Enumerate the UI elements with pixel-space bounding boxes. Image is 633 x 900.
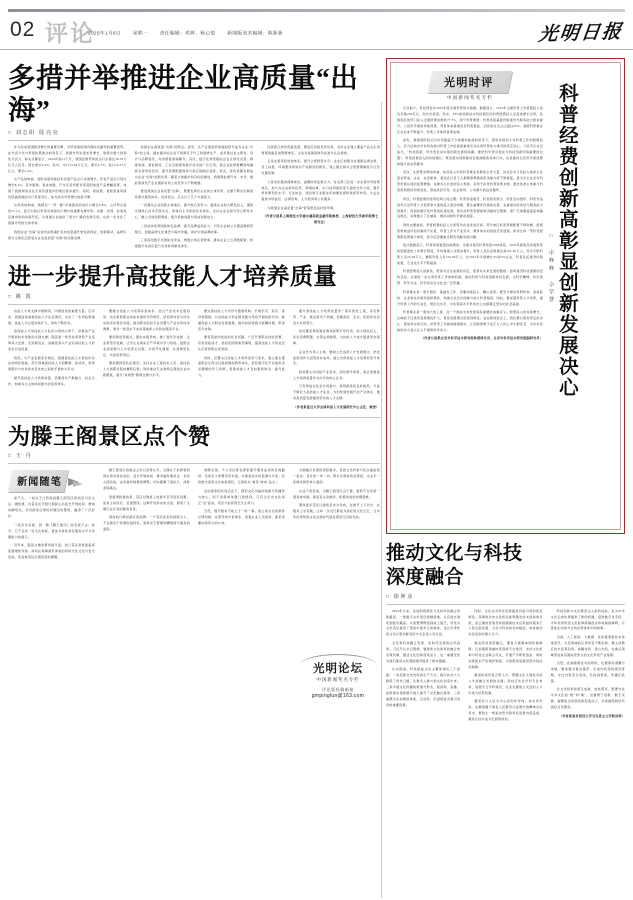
paragraph: 提升高技能人才培养质量，需要深化产教融合、校企合作，构建多元主体协同参与的培养体系。 <box>8 375 95 386</box>
column-logo-label: 光明时评 <box>444 77 494 89</box>
paragraph: 我国企业“出海”呈现出由规模扩张向质量提升转变的特征，创新驱动、品牌引领与全球化运营成为企业高质量“出海”的关键支撑。 <box>8 229 127 240</box>
paragraph: 科普事业是一项长期性、基础性工作，需要持续投入、精心培育。要充分调动科研机构、高等院校、企业和社会组织的积极性，构建全社会共同参与的大科普格局。同时，要加强科普人才培养，提升科普工作的专业化、规范化水平，为实现高水平科技自立自强奠定坚实的社会基础。 <box>397 289 543 306</box>
article-third <box>8 417 380 563</box>
divider <box>8 256 380 257</box>
paragraph: 二是加快培育国际知名品牌，提升品牌溢价能力。引导企业树立长期品牌经营理念，加强品牌文化建设与海外传播，讲好中国品牌故事。 <box>134 223 254 234</box>
paragraph: 更值得称道的是，景区对网络上的批评意见没有回避，而是主动回应、迅速整改。这种开放务实的态度，展现了文旅行业应有的服务自觉。 <box>103 494 190 511</box>
paragraph: 首先，我国现阶段运行仍然面临不少困难和挑战的背景下，国家持续加大对科普工作的经费投入，充分反映出中央和各地对科普工作的高度重视及对完善科普能力建设的坚定决心。习近平总书记指出，“科技创新、科学普及是实现创新发展的两翼，要把科学普及放在与科技创新同等重要的位置”。科普经费投入的持续增长，既是落实创新驱动发展战略的具体行动，也是推动全民科学素质整体提升的必然要求。 <box>397 138 543 166</box>
section-title: 评论 <box>45 21 95 46</box>
text-column <box>103 309 190 413</box>
forum-mail-address[interactable]: gmpinglun@163.com <box>311 693 365 699</box>
flag-icon <box>68 477 84 488</box>
forum-mail-label: 评论版投稿邮箱 <box>321 687 355 692</box>
article-columns <box>8 468 380 563</box>
paragraph: 四是践行绿色低碳发展，塑造可持续竞争优势。支持企业建立覆盖产品全生命周期的碳足迹管理体系，主动对接国际绿色标准与认证规则。 <box>261 144 381 155</box>
paragraph: 同时，文化也为科技发展提供价值引领和创意源泉。深厚的历史文化积淀能够激发技术创新的灵感，而正确的价值导向则确保技术应用始终服务于人的全面发展。文化与科技的双向赋能，构成推动社会进步的强大合力。 <box>468 608 543 637</box>
author-attribution: （作者系南京财经大学马克思主义学院讲师） <box>559 713 625 718</box>
paragraph: 科普经费投入创新高，既是对过往成绩的肯定，更是对未来发展的激励。面向建设科技强国的宏伟目标，必须进一步完善科普工作体制机制，推动科普与科技创新协同发展，让科学精神、科学思想、科学方法、科学知识在全社会广泛传播。 <box>397 269 543 286</box>
column-divider <box>381 102 382 898</box>
byline-mark: □ <box>386 593 391 600</box>
paragraph: 滕王阁景区的做法之所以获得认可，关键在于把游客的真实需求放在首位。延长开放时间、增设临时服务点、优化入园动线，这些看似细微的调整，切实缓解了排队久、体验差等痛点。 <box>103 468 190 491</box>
forum-logo-subtitle: 中国新闻奖名专栏 <box>316 677 360 682</box>
news-essay-badge-wrap <box>8 468 95 496</box>
vertical-title-wrap <box>548 69 614 525</box>
paragraph: 元旦前夕，科技部发布2023年度全国科普统计数据。数据显示，2023年全国科普工作经费投入首次突破200亿元，创历史新高。其中，43%的高新技术科技园区的科普经费投入呈高速增长态势，各级政府的部门投入全国经费来源的77.7%，同个科普渠道、科普场馆基础设施建设与服务能力稳步提升，公民科学素质持续改善，科普体验基建设及科普展品、活动的支出占比超过65%。我国科普事业正在迎来不断提升、科普工作取得显著成效。 <box>397 106 543 134</box>
paragraph: 要加快培育复合型人才。既懂文化又通技术的人才是融合发展的关键。高校应优化学科专业布局，加强交叉学科建设，企业也要建立灵活的人才引进与培养机制。 <box>468 673 543 695</box>
divider <box>8 304 380 305</box>
paragraph: 要创新培养模式，强化实践导向。推广现代学徒制、企业新型学徒制，让学生在真实生产环境中学习技能。鼓励企业深度参与人才培养全过程，共同开发课程、共建师资队伍、共担培养责任。 <box>103 335 190 358</box>
article-headline <box>386 542 625 591</box>
article-columns <box>8 309 380 413</box>
paragraph: 放眼全国，不少景区都在探索提升服务品质的有效路径。有的引入智慧导览系统，实现客流实时监测与分流；有的推出深度文化体验项目，让游客从“看景”转向“品文”。 <box>198 468 285 485</box>
paragraph: 这些探索的共同点在于，都把文化内涵的挖掘与传播作为核心，而不是简单依靠门票经济。只有让历史文化真正“活”起来，景区才能获得长久生命力。 <box>198 488 285 505</box>
paragraph: 同时，还要关注技能人才的终身学习需求。建立健全覆盖职业生涯全过程的继续教育体系，依托数字化平台提供灵活便捷的学习资源，帮助技能人才及时更新知识、提升能力。 <box>198 355 285 378</box>
paragraph: 企业作为用人主体，要树立长远的人才发展理念，把技能培训作为投资而非成本，建立内部技能人才培养和晋升体系。 <box>293 349 380 366</box>
text-column <box>8 309 95 413</box>
byline-author: 刘志阳 陆亮亮 <box>15 129 60 136</box>
paragraph: 统计数据显示，科普场馆数量持续增加，全国共建有科普场馆2000余座，2023年新建及改建科普场馆数量较上年增长明显，年均参观人次稳步提升。科普人员队伍规模达到181.65万人，其中专职科普人员24.69万人，兼职科普人员156.96万人，比2023年分别增长2%和3%左右，科普队伍建设持续加强，专业化水平不断提高。 <box>397 243 543 265</box>
issue-weekday: 星期一 <box>132 30 148 37</box>
text-column <box>8 468 95 563</box>
paragraph: 科普事业是一项伟大的工程，对一个国家未来发展具有重要的战略意义。经费投入的持续增长，反映的不仅是资金规模的扩大，更是发展理念的深刻转变。站在新的起点上，我们要以更加坚定的决心、更加务实的行动，把科普工作做深做细做实，让创新的种子在亿万人民心中生根发芽，为中华民族的伟大复兴注入不竭的科学动力。 <box>397 310 543 332</box>
masthead <box>0 0 633 50</box>
byline <box>8 452 380 459</box>
paragraph: 三是深化数字化智能化改造，增强全球运营效率。推动企业上云用数赋智，构建数字化供应链与全球协同制造体系。 <box>134 238 254 248</box>
paragraph: 要加强师资队伍建设。支持企业工程技术人员、高技能人才到职业院校兼职任教，同时推动专业教师定期到企业实践锻炼，提升“双师型”教师比例与水平。 <box>103 361 190 378</box>
divider <box>386 604 625 605</box>
headline-line-2: 深度融合 <box>386 567 465 589</box>
paragraph: 一是强化企业创新主体地位，提升核心竞争力。鼓励企业加大研发投入，围绕关键核心技术开展攻关，构建自主可控的技术体系。支持企业在海外设立研发中心，融入全球创新网络，提升原始创新与集成创新能力。 <box>134 203 254 220</box>
left-column-zone <box>8 54 380 563</box>
article-headline: 为滕王阁景区点个赞 <box>8 424 211 450</box>
text-column <box>386 609 460 726</box>
logo-plate <box>428 71 512 93</box>
paragraph: 要坚持以人民为中心的创作导向。技术再先进，也要落脚于满足人民群众日益增长的精神文化需求。要防止一味追求形式新奇而忽视内容品质，避免让技术成为空洞的炫技。 <box>468 699 543 722</box>
issue-art-editor: 新闻版美术编辑：陈新新 <box>227 30 284 37</box>
paragraph: 推进我国企业高质量“出海”，既要发挥好企业的主体作用，也要不断优化制度环境与服务体系。具体而言，应从以下几个方面着力。 <box>134 188 254 199</box>
page-title: 多措并举推进企业高质量“出海” <box>8 62 359 126</box>
headline-line-1: 推动文化与科技 <box>386 543 523 564</box>
guangming-commentary-logo <box>397 71 543 101</box>
text-column <box>293 309 380 413</box>
paragraph: 同时也要看到，科普经费的投入与使用仍存在改进空间。部分地区科普资源配置不够均衡，经费使用效益评估机制尚不完善，科普工作与产业需求、教育体系的衔接还需加强。如何让每一笔科普经费都发挥最大效用，是今后需要重点研究和解决的问题。 <box>397 222 543 239</box>
paragraph: 然而，与产业发展需求相比，我国高技能人才供给仍存在结构性短缺。部分领域高技能人才招聘难、流动快，培养周期长与市场需求变化快之间的矛盾较为突出。 <box>8 355 95 372</box>
page-body <box>0 50 633 900</box>
boxed-commentary-body <box>397 69 543 525</box>
byline-author: 申峥峥 佘学慧 <box>548 250 554 305</box>
text-column <box>293 468 380 563</box>
page-number: 02 <box>10 18 36 41</box>
paragraph: 院校要主动对接产业需求，深化教学改革，真正把提高人才培养质量作为办学的核心任务。 <box>293 369 380 380</box>
text-column <box>198 468 285 563</box>
forum-logo-inner <box>295 654 381 699</box>
guangming-forum-logo <box>292 650 384 704</box>
paragraph: 文旅融合发展的深层要求，是把文化传承与民生福祉统一起来。景区的一举一动，既关乎游客的获得感，也关乎一座城市的形象与温度。 <box>293 468 380 485</box>
divider <box>8 140 380 141</box>
paragraph: 作为拉动我国经济增长的重要引擎，外贸是联结国内国际双循环的重要纽带。在外需分化与贸易政策波动的背景下，我国外贸实现逆势增长，展现出强大的韧性与活力。海关总署显示，2024年前11个月，我国货物贸易进出口总值达39.79万亿元人民币，同比增长4.9%。其中，出口23.04万亿元，增长6.7%；进口16.75万亿元，增长2.4%。 <box>8 144 127 173</box>
paragraph: 当前，人工智能、大数据、区块链等新技术快速迭代，文化领域的应用场景不断拓展。要主动顺应技术变革趋势，前瞻布局、抢占先机，在重点领域形成具有国际竞争力的文化科技产业集群。 <box>550 634 625 657</box>
paragraph: 要健全技能人才培养标准体系。结合产业技术发展趋势，动态更新职业技能标准和评价规范，使培养内容与岗位实际需求紧密对接。推动职业院校专业设置与产业布局同步调整，建设一批高水平实训基地和公共技能服务平台。 <box>103 308 190 331</box>
paragraph: 前不久，一则关于江西南昌滕王阁景区的消息引发关注。据报道，该景区在节假日期间主动延长开放时间、增加讲解场次，并对游客反馈的问题及时整改，赢得了广泛好评。 <box>8 496 95 519</box>
text-column <box>103 468 190 563</box>
paragraph: 要完善技能人才评价与激励机制。打破学历、资历、身份等限制，以实际能力和业绩贡献为导向开展技能评价。畅通技能人才职业发展通道，推动技能等级与薪酬待遇、职务晋升挂钩。 <box>198 308 285 331</box>
paragraph: 政府要发挥统筹协调和政策引导作用，加大财政投入，优化资源配置，完善法规制度，为技能人才成长提供坚实保障。 <box>293 329 380 346</box>
paragraph: 当然，提升服务不能止于一时一事。建立常态化的游客反馈机制、完善考核评价体系、加强从业人员培训，都是需要持续用力的方向。 <box>198 509 285 525</box>
paragraph: 再次，科普经费的使用结构日趋合理。科普场馆建设、科普展览展示、科普活动组织、科普作品创作以及科普人才培养等方面的投入更加均衡，既注重硬件设施的完善，也重视内容供给与服务能力的提升。特别是数字化科普的快速发展，使优质科普资源能够突破时空限制，更广泛地覆盖基层和偏远地区，有效缩小了区域间、城乡间的科学素质差距。 <box>397 196 543 219</box>
author-attribution: （作者分别系上海财经大学滴水湖高级金融学院教授、上海财经大学商学院博士研究生） <box>262 214 379 225</box>
paragraph: 从这个角度看，为滕王阁景区点个赞，赞的不仅是某一项具体举措，更是其主动倾听、积极改进的治理思维。 <box>293 488 380 499</box>
byline-mark: □ <box>548 233 554 242</box>
article-fourth <box>386 542 625 726</box>
newspaper-logo: 光明日报 <box>537 21 625 46</box>
masthead-rule <box>8 9 625 12</box>
article-second <box>8 256 380 413</box>
paragraph: 要营造崇尚技能的社会氛围。广泛开展职业技能竞赛，宣传技能成才、技能报国的典型事例，提高技能人才的社会认可度和职业荣誉感。 <box>198 335 285 352</box>
news-essay-badge <box>8 470 68 492</box>
byline-mark: □ <box>8 293 13 300</box>
paragraph: 五是完善风险防控体系，提升合规经营水平。企业应加强对东道国法律法规、劳工标准、环境要求和知识产权制度的研究，建立健全海外合规管理制度与应急处置机制。 <box>261 159 381 176</box>
text-column <box>261 145 380 253</box>
byline <box>386 593 625 600</box>
paragraph: 推动两者深度融合，要着力破解体制机制障碍。应加强跨领域协同创新平台建设，支持文化机构与科技企业联合攻关，打通产学研用链条。同时完善知识产权保护制度，为创新创造提供坚实的法治保障。 <box>468 640 543 669</box>
divider <box>8 417 380 418</box>
paragraph: 2024年以来，各地积极探索文化和科技融合的新路径，一批数字文化项目相继落地。从沉浸式展览到数字藏品，从智慧博物馆到线上演艺，科技为文化表达提供了更加丰富多元的载体，也让优秀传统文化以更加鲜活的方式走进大众生活。 <box>386 608 461 637</box>
issue-date: 2025年1月6日 <box>88 30 121 37</box>
issue-metadata <box>88 29 293 36</box>
byline-mark: □ <box>8 453 13 460</box>
boxed-commentary-inner <box>390 62 621 530</box>
text-column <box>468 609 542 726</box>
text-column <box>198 309 285 413</box>
paragraph: 高技能人才是技能人才队伍中的核心骨干，是推动产业升级和技术创新的关键支撑。随着新一轮科技革命和产业变革深入发展，先进制造业、战略性新兴产业对高技能人才的需求日益旺盛。 <box>8 329 95 352</box>
text-column <box>8 145 127 253</box>
paragraph: 只有形成全社会共同参与、协同推进的良好格局，才能不断壮大高技能人才队伍，为加快建设现代化产业体系、推动高质量发展提供坚实的人才支撑。 <box>293 384 380 401</box>
article-headline: 科普经费创新高彰显创新发展决心 <box>555 83 577 398</box>
paragraph: 提升高技能人才培养质量是一项系统性工程，涉及教育、产业、就业等多个领域，需要政府、企业、院校和社会各方共同努力。 <box>293 308 380 325</box>
issue-editor: 责任编辑：邓晖、杨心悦 <box>159 30 216 37</box>
paragraph: 技能人才是支撑中国制造、中国创造的重要力量。近年来，我国高度重视技能人才队伍建设，出台了一系列政策措施，技能人才总量持续扩大，结构不断优化。 <box>8 308 95 325</box>
news-essay-badge-label: 新闻随笔 <box>17 477 62 489</box>
paragraph: 游客的口碑是最好的招牌。一个景区能否持续吸引人，不仅取决于资源的独特性，更取决于管理的精细度与服务的温度。 <box>103 514 190 531</box>
divider <box>8 463 380 464</box>
paragraph: 科技创新为文化繁荣注入新的动能，也为中华文化走向世界提供了新的机遇。借助数字化手段，中华优秀传统文化能够跨越语言和地域的障碍，以更加生动的方式向世界讲述中国故事。 <box>550 608 625 631</box>
article-headline: 进一步提升高技能人才培养质量 <box>8 264 337 290</box>
paragraph: 近年来，随着文旅消费持续升温，热门景区常常面临客流激增的考验。如何在保障游览体验的同时守住文化与安全底线，是各地景区必须回答的课题。 <box>8 542 95 559</box>
column-logo-subtitle: 中国新闻奖名专栏 <box>446 95 494 100</box>
paragraph: 一座历史名楼，因一篇《滕王阁序》而名扬千古。如今，它不仅是一处文化地标，更成为检验景区服务水平与治理能力的窗口。 <box>8 522 95 539</box>
right-column-zone <box>386 54 625 726</box>
text-column <box>551 609 625 726</box>
boxed-commentary <box>386 58 625 534</box>
paragraph: 其次，从经费来源结构看，政府投入仍是科普事业发展的主导力量，但社会多元化投入格局正在逐步形成。企业、社会团体、基金会以及个人捐赠等渠道的资金参与度不断提高，显示出全社会对科普价值认同的显著增强。这种多元共治的投入机制，有利于拓宽科普资源来源，激发各类主体参与科普的积极性和创造性，形成政府引导、社会协同、公众参与的良性循环。 <box>397 170 543 193</box>
article-columns <box>8 145 380 253</box>
paragraph: 文化和科技融合发展，是时代发展的必然趋势。习近平总书记强调，要探索文化和科技融合的有效机制，激活文化创新创造活力。这一重要论述为我们推动文化强国建设提供了根本遵循。 <box>386 640 461 663</box>
paragraph: 从市场结构看，我国对“一带一路”共建国家的进出口增长6.8%，占外贸总值的51.1%，显示出新兴市场对我国出口增长的重要支撑作用。东盟、非洲、拉美等区域市场的持续开拓，为我国企业提供了更为广阔的发展空间，也进一步优化了我国外贸的全球布局。 <box>8 203 127 226</box>
byline <box>548 233 555 304</box>
paragraph: 我国企业高质量“出海”的特点。首先，从产业链到价值链的跃升成为企业“出海”的主线。越来越多的企业不再满足于代工和贴牌生产，而是通过自主研发、设计与品牌建设，向价值链高端攀升。其次，数字化转型赋能企业全球化运营。跨境电商、智能制造、工业互联网等数字技术的广泛应用，使企业能够更精准地捕捉全球市场需求，提升资源配置效率与供应链响应速度。再次，绿色低碳发展成为企业“出海”的新优势。随着全球碳中和目标的推进，我国新能源汽车、光伏、储能等绿色产业在国际市场上的竞争力不断增强。 <box>134 144 254 185</box>
paragraph: 六是优化服务保障体系，凝聚协同发展合力。有关部门应进一步完善外贸政策体系，加大对企业海外投资、跨境结算、出口信用保险等方面的支持力度，提升贸易便利化水平。行业协会、商会和专业服务机构要发挥桥梁纽带作用，为企业提供市场信息、法律咨询、人才培训等公共服务。 <box>261 179 381 202</box>
paragraph: 期待更多景区以游客需求为导向，在细节上下功夫、在服务上求突破，让每一次出行都成为美好的文化记忆，让中华优秀传统文化在新时代焕发更加夺目的光彩。 <box>293 503 380 519</box>
byline-author: 姚 凯 <box>15 293 33 300</box>
forum-logo-title: 光明论坛 <box>313 663 363 675</box>
author-attribution: （作者系复旦大学全球科创人才发展研究中心主任、教授） <box>293 404 380 409</box>
byline-mark: □ <box>8 129 13 136</box>
text-column <box>135 145 254 253</box>
byline <box>8 293 380 300</box>
author-attribution: （作者分别系北京市科学技术研究院助理研究员、北京市科学技术研究院副研究员） <box>421 336 543 341</box>
byline <box>8 129 380 136</box>
paragraph: 为我国企业高质量“出海”营造更加良好的环境。 <box>267 205 337 210</box>
arc-decoration-icon <box>299 654 377 666</box>
paragraph: 当然，在拥抱新技术的同时，也要保持清醒与审慎。要加强对算法推荐、生成内容等的规范管理，守住内容安全底线，弘扬真善美，传播正能量。 <box>550 661 625 683</box>
paragraph: 让文化和科技相互成就、彼此照亮，既要守住中华文化的“根”和“魂”，也要勇于创新、敢于突破，凝聚起全民族创新创造活力，共同描绘新时代美好文化图景。 <box>550 687 625 710</box>
article-columns <box>386 609 625 726</box>
byline-author: 王 丹 <box>15 453 33 460</box>
byline-author: 徐坤彦 <box>393 593 414 600</box>
article-lead <box>8 62 380 252</box>
paragraph: 从产品结构看，高附加值和高技术含量产品出口快速增长。机电产品出口同比增长8.4%，其中船舶、集成电路、汽车及其零配件等高附加值产品增幅显著，体现了我国制造业在全球价值链中的地位稳步提升。同时，新能源、智能装备等绿色低碳领域的出口表现突出，成为拉动外贸增长的新引擎。 <box>8 177 127 199</box>
paragraph: 从实践看，科技赋能文化主要体现在三个层面：一是拓展文化内容的生产方式，数字技术大大降低了创作门槛，让更多人参与到文化创造中来；二是丰富文化传播的渠道与形态，短视频、直播、虚拟现实等新媒介极大提升了文化触达效率；三是重塑文化消费的体验，互动性、沉浸感成为吸引受众的重要因素。 <box>386 667 461 707</box>
